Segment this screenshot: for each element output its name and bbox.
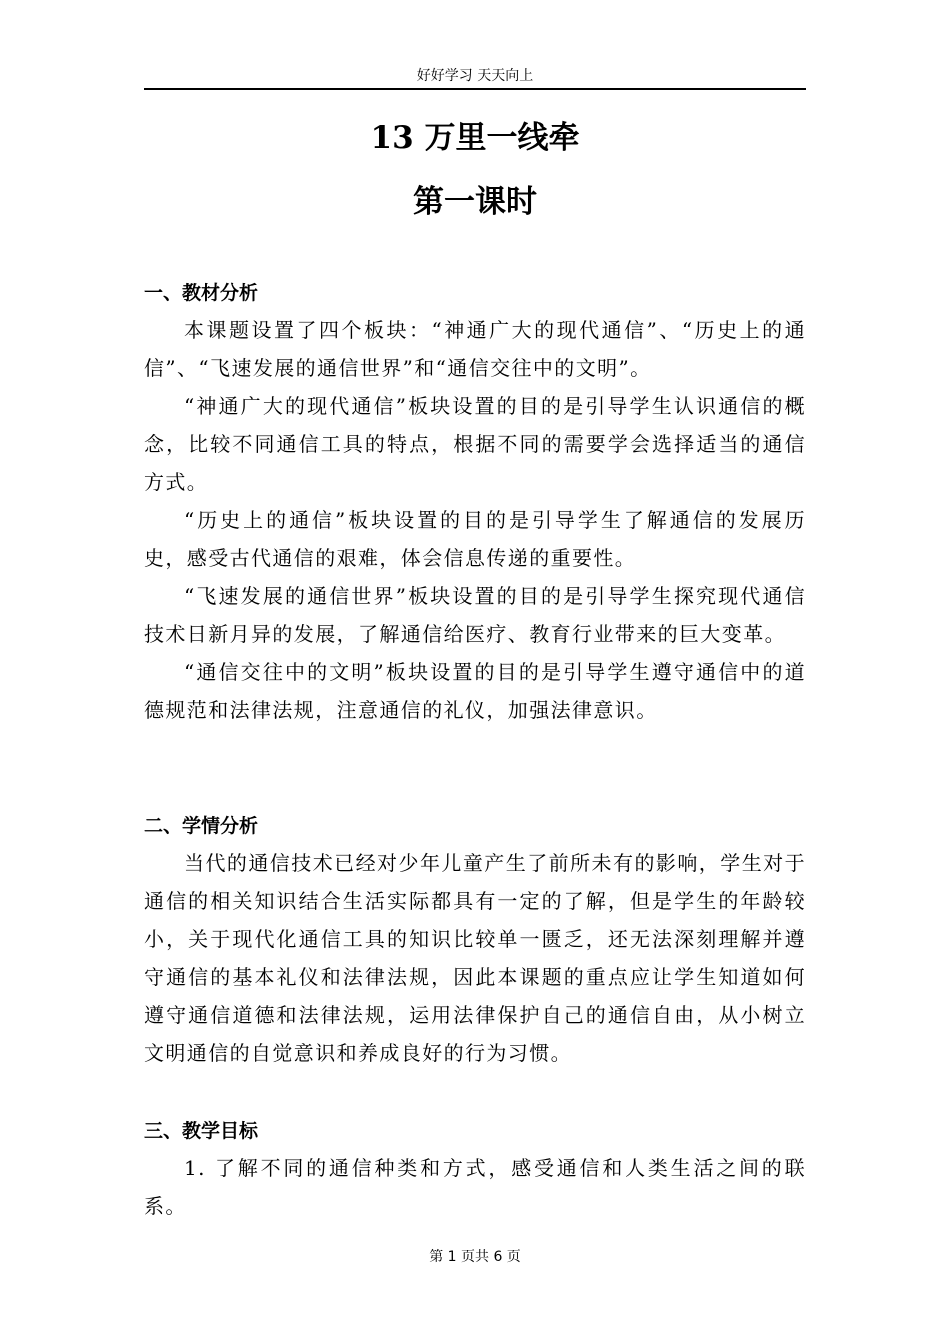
document-title: 13 万里一线牵 (370, 120, 580, 156)
document-subtitle: 第一课时 (413, 184, 537, 220)
section-heading: 一、教材分析 (144, 282, 259, 304)
section-learner-analysis (144, 812, 806, 1072)
section-textbook-analysis (144, 279, 806, 729)
paragraph: 1. 了解不同的通信种类和方式，感受通信和人类生活之间的联系。 (144, 1156, 806, 1218)
page-footer: 第 1 页共 6 页 (429, 1249, 521, 1265)
section-teaching-goals (144, 1117, 806, 1225)
page-header: 好好学习 天天向上 (416, 68, 534, 84)
header-rule (144, 88, 806, 90)
paragraph: 本课题设置了四个板块：“神通广大的现代通信”、“历史上的通信”、“飞速发展的通信世界”和“通信交往中的文明”。 (144, 318, 806, 380)
section-heading: 二、学情分析 (144, 815, 259, 837)
paragraph: “历史上的通信”板块设置的目的是引导学生了解通信的发展历史，感受古代通信的艰难，体会信息传递的重要性。 (144, 508, 806, 570)
paragraph: “神通广大的现代通信”板块设置的目的是引导学生认识通信的概念，比较不同通信工具的特点，根据不同的需要学会选择适当的通信方式。 (144, 394, 806, 494)
paragraph: “通信交往中的文明”板块设置的目的是引导学生遵守通信中的道德规范和法律法规，注意通信的礼仪，加强法律意识。 (144, 660, 806, 722)
paragraph: 当代的通信技术已经对少年儿童产生了前所未有的影响，学生对于通信的相关知识结合生活实际都具有一定的了解，但是学生的年龄较小，关于现代化通信工具的知识比较单一匮乏，还无法深刻理解并遵守通信的基本礼仪和法律法规，因此本课题的重点应让学生知道如何遵守通信道德和法律法规，运用法律保护自己的通信自由，从小树立文明通信的自觉意识和养成良好的行为习惯。 (144, 851, 806, 1065)
paragraph: “飞速发展的通信世界”板块设置的目的是引导学生探究现代通信技术日新月异的发展，了解通信给医疗、教育行业带来的巨大变革。 (144, 584, 806, 646)
section-heading: 三、教学目标 (144, 1120, 259, 1142)
